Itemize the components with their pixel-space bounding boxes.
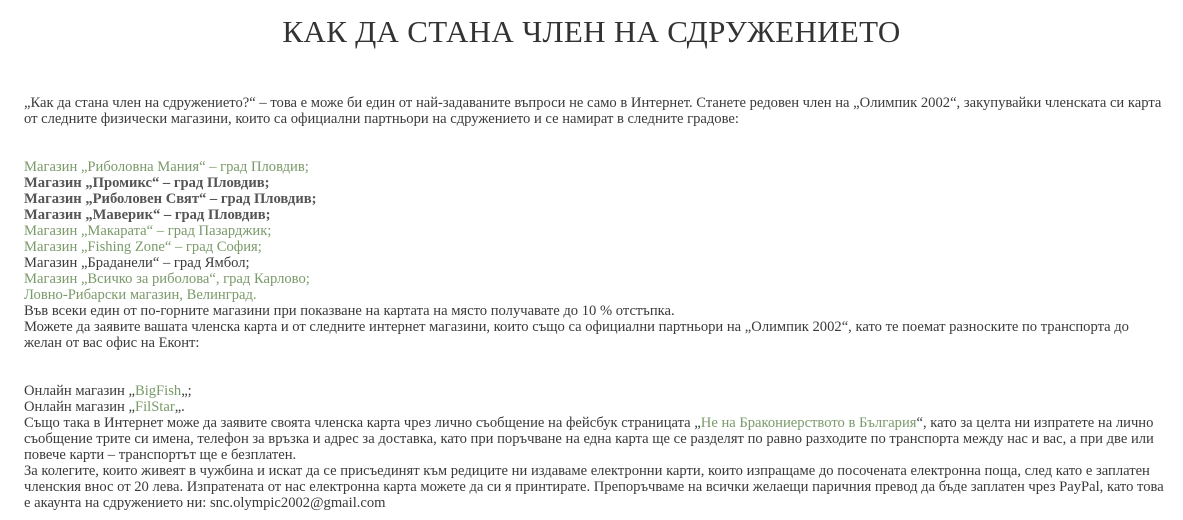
- filstar-link[interactable]: FilStar: [134, 399, 175, 415]
- store-item: Магазин „Маверик“ – град Пловдив;: [24, 207, 271, 223]
- facebook-paragraph: Също така в Интернет може да заявите своята членска карта чрез лично съобщение на фейсбук страницата „Не на Бракониерството в България“, като за целта ни изпратете на лично съобщение трите си имена, телефон за връзка и адрес за доставка, като при поръчване на една карта ще се разделят по равно разходите по транспорта между нас и вас, а при две или повече карти – транспортът ще е безплатен.: [24, 415, 1154, 463]
- store-item: Магазин „Браданели“ – град Ямбол;: [24, 255, 250, 271]
- page-title: КАК ДА СТАНА ЧЛЕН НА СДРУЖЕНИЕТО: [282, 14, 901, 49]
- store-item: Магазин „Fishing Zone“ – град София;: [24, 239, 262, 255]
- spacer: [24, 351, 1164, 383]
- bigfish-link[interactable]: BigFish: [134, 383, 182, 399]
- discount-text: Във всеки един от по-горните магазини при показване на картата на място получавате до 10 % отстъпка.: [24, 303, 675, 319]
- intro-paragraph: „Как да стана член на сдружението?“ – това е може би един от най-задаваните въпроси не само в Интернет. Станете редовен член на „Олимпик 2002“, закупувайки членската си карта от следните физически магазини, които са официални партньори на сдружението и се намират в следните градове:: [24, 95, 1162, 127]
- online-store-item: Онлайн магазин „BigFish„;: [24, 383, 192, 399]
- store-item: Магазин „Промикс“ – град Пловдив;: [24, 175, 270, 191]
- abroad-paragraph: За колегите, които живеят в чужбина и искат да се присъединят към редиците ни издаваме електронни карти, които изпращаме до посочената електронна поща, след като е заплатен членския внос от 20 лева. Изпратената от нас електронна карта можете да си я принтирате. Препоръчваме на всички желаещи паричния превод да бъде заплатен чрез PayPal, като това е акаунта на сдружението ни: snc.olympic2002@gmail.com: [24, 463, 1164, 511]
- store-item: Магазин „Макарата“ – град Пазарджик;: [24, 223, 272, 239]
- article-body: [24, 95, 1164, 511]
- online-store-item: Онлайн магазин „FilStar„.: [24, 399, 185, 415]
- store-item: Магазин „Всичко за риболова“, град Карлово;: [24, 271, 310, 287]
- store-item: Магазин „Риболовен Свят“ – град Пловдив;: [24, 191, 317, 207]
- store-item: Ловно-Рибарски магазин, Велинград.: [24, 287, 257, 303]
- facebook-page-link[interactable]: Не на Бракониерството в България: [700, 415, 917, 431]
- store-item: Магазин „Риболовна Мания“ – град Пловдив;: [24, 159, 309, 175]
- store-list: [24, 159, 1164, 303]
- online-intro-text: Можете да заявите вашата членска карта и от следните интернет магазини, които също са официални партньори на „Олимпик 2002“, като те поемат разноските по транспорта до желан от вас офис на Еконт:: [24, 319, 1129, 351]
